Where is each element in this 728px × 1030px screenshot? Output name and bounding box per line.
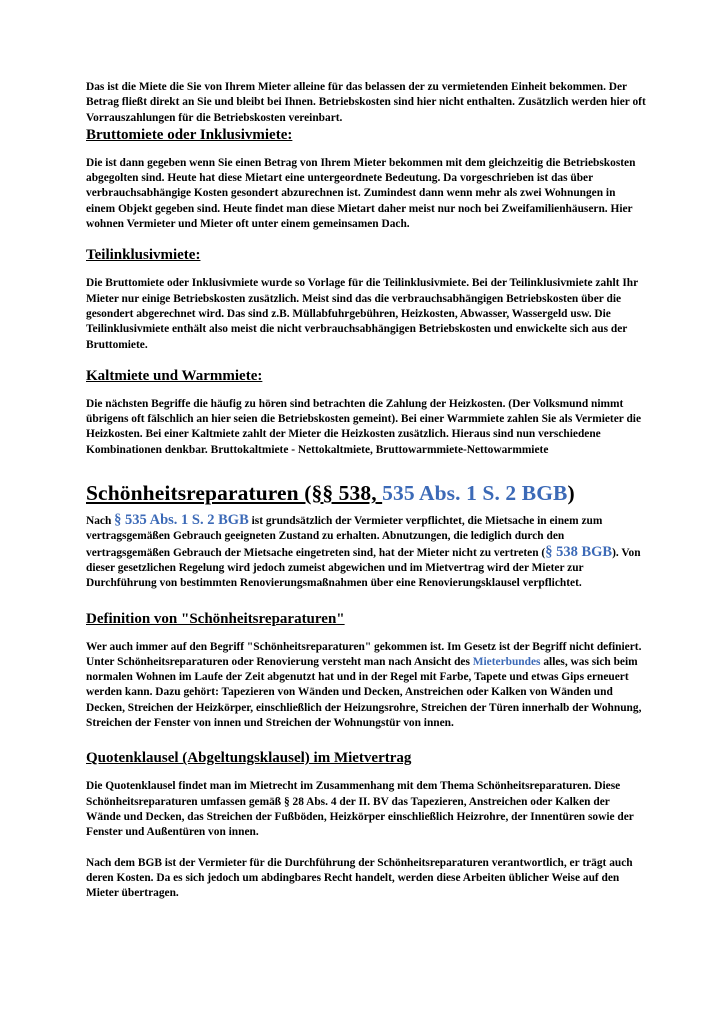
paragraph-schoenheitsreparaturen	[86, 513, 646, 591]
link-538[interactable]: § 538 BGB	[545, 543, 613, 560]
heading-main-prefix: Schönheitsreparaturen (§§ 538,	[86, 481, 383, 506]
heading-definition: Definition von "Schönheitsreparaturen"	[86, 610, 345, 627]
heading-quotenklausel: Quotenklausel (Abgeltungsklausel) im Mietvertrag	[86, 750, 412, 767]
paragraph-quotenklausel-2: Nach dem BGB ist der Vermieter für die Durchführung der Schönheitsreparaturen verantwortlich, er trägt auch deren Kosten. Da es sich jedoch um abdingbares Recht handelt, werden diese Arbeiten üblicher Weise auf den Mieter übertragen.	[86, 856, 633, 900]
text-main-1: ist grundsätzlich der Vermieter verpflichtet, die Mietsache in einem zum vertragsgemäßen Gebrauch geeigneten Zustand zu erhalten. Abnutzungen, die lediglich durch den vertragsgemäßen Gebrauch der Mietsache eingetreten sind, hat der Mieter nicht zu vertreten (	[86, 515, 603, 559]
intro-paragraph: Das ist die Miete die Sie von Ihrem Mieter alleine für das belassen der zu vermietenden Einheit bekommen. Der Betrag fließt direkt an Sie und bleibt bei Ihnen. Betriebskosten sind hier nicht enthalten. Zusätzlich werden hier oft Vorrauszahlungen für die Betriebskosten vereinbart.	[86, 81, 646, 124]
heading-bruttomiete: Bruttomiete oder Inklusivmiete:	[86, 126, 293, 143]
paragraph-definition	[86, 640, 646, 732]
document-page	[86, 80, 646, 901]
link-535-heading[interactable]: 535 Abs. 1 S. 2 BGB	[382, 481, 568, 506]
text-main-2: ). Von dieser gesetzlichen Regelung wird jedoch zumeist abgewichen und im Mietvertrag wird der Mieter zur Durchführung von bestimmten Renovierungsmaßnahmen über eine Renovierungsklausel verpflichtet.	[86, 546, 641, 590]
heading-main-suffix: )	[567, 481, 575, 506]
paragraph-teilinklusivmiete: Die Bruttomiete oder Inklusivmiete wurde so Vorlage für die Teilinklusivmiete. Bei der Teilinklusivmiete zahlt Ihr Mieter nur einige Betriebskosten zusätzlich. Meist sind das die verbrauchsabhängigen Betriebskosten über die gesondert abgerechnet wird. Das sind z.B. Müllabfuhrgebühren, Heizkosten, Abwasser, Wassergeld usw. Die Teilinklusivmiete enthält also meist die nicht verbrauchsabhängigen Betriebskosten und enwickelte sich aus der Bruttomiete.	[86, 277, 638, 351]
text-definition-1: Wer auch immer auf den Begriff "Schönheitsreparaturen" gekommen ist. Im Gesetz ist der Begriff nicht definiert. Unter Schönheitsreparaturen oder Renovierung versteht man nach Ansicht des	[86, 640, 642, 668]
paragraph-bruttomiete: Die ist dann gegeben wenn Sie einen Betrag von Ihrem Mieter bekommen mit dem gleichzeitig die Betriebskosten abgegolten sind. Heute hat diese Mietart eine untergeordnete Bedeutung. Da vorgeschrieben ist das über verbrauchsabhängige Kosten gesondert abzurechnen ist. Zumindest dann wenn mehr als zwei Wohnungen in einem Objekt gegeben sind. Heute findet man diese Mietart daher meist nur noch bei Zweifamilienhäusern. Hier wohnen Vermieter und Mieter oft unter einem gemeinsamen Dach.	[86, 156, 636, 231]
heading-kaltmiete-warmmiete: Kaltmiete und Warmmiete:	[86, 367, 263, 384]
paragraph-quotenklausel-1: Die Quotenklausel findet man im Mietrecht im Zusammenhang mit dem Thema Schönheitsreparaturen. Diese Schönheitsreparaturen umfassen gemäß § 28 Abs. 4 der II. BV das Tapezieren, Anstreichen oder Kalken der Wände und Decken, das Streichen der Fußböden, Heizkörper einschließlich Heizrohre, der Innentüren sowie der Fenster und Außentüren von innen.	[86, 780, 634, 839]
heading-teilinklusivmiete: Teilinklusivmiete:	[86, 247, 201, 264]
text-nach: Nach	[86, 515, 115, 528]
heading-schoenheitsreparaturen	[86, 480, 646, 506]
link-mieterbundes[interactable]: Mieterbundes	[472, 655, 541, 668]
paragraph-kaltmiete-warmmiete: Die nächsten Begriffe die häufig zu hören sind betrachten die Zahlung der Heizkosten. (Der Volksmund nimmt übrigens oft fälschlich an hier seien die Betriebskosten gemeint). Bei einer Warmmiete zahlen Sie als Vermieter die Heizkosten. Bei einer Kaltmiete zahlt der Mieter die Heizkosten zusätzlich. Hieraus sind nun verschiedene Kombinationen denkbar. Bruttokaltmiete - Nettokaltmiete, Bruttowarmmiete-Nettowarmmiete	[86, 397, 642, 456]
link-535-body[interactable]: § 535 Abs. 1 S. 2 BGB	[114, 512, 249, 529]
text-definition-2: alles, was sich beim normalen Wohnen im Laufe der Zeit abgenutzt hat und in der Regel mit Farbe, Tapete und etwas Gips erneuert werden kann. Dazu gehört: Tapezieren von Wänden und Decken, Anstreichen oder Kalken von Wänden und Decken, Streichen der Heizkörper, einschließlich der Heizungsrohre, Streichen der Türen innerhalb der Wohnung, Streichen der Fenster von innen und Streichen der Wohnungstür von innen.	[86, 655, 642, 730]
